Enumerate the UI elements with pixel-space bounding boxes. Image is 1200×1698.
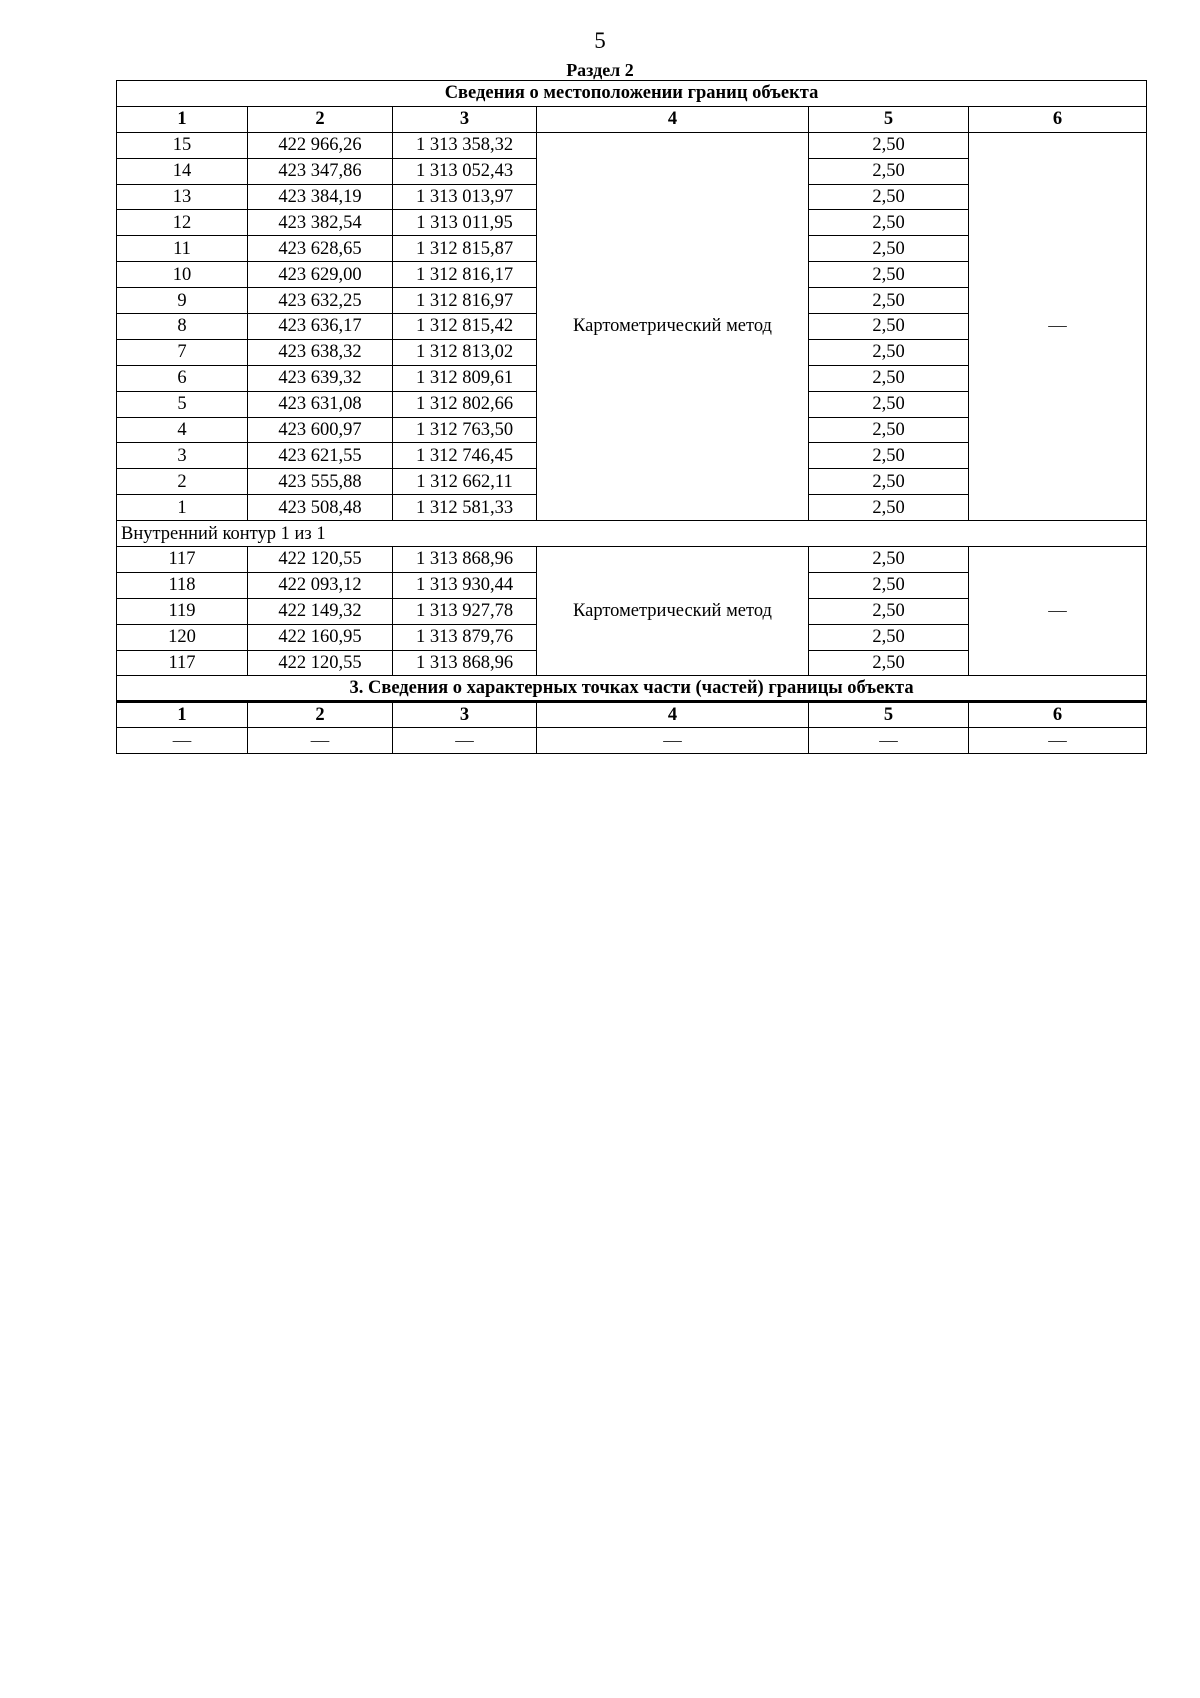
coord-y: 1 312 816,97 bbox=[393, 288, 537, 314]
point-number: 118 bbox=[117, 572, 248, 598]
point-number: 5 bbox=[117, 391, 248, 417]
header-cell: 4 bbox=[537, 106, 809, 132]
accuracy: 2,50 bbox=[809, 469, 969, 495]
parts-cell: — bbox=[117, 728, 248, 754]
parts-cell: — bbox=[969, 728, 1147, 754]
coord-x: 423 628,65 bbox=[248, 236, 393, 262]
header-cell: 3 bbox=[393, 106, 537, 132]
coord-y: 1 312 815,87 bbox=[393, 236, 537, 262]
accuracy: 2,50 bbox=[809, 236, 969, 262]
coord-x: 423 600,97 bbox=[248, 417, 393, 443]
accuracy: 2,50 bbox=[809, 184, 969, 210]
inner-col6-dash: — bbox=[969, 547, 1147, 676]
coord-x: 423 629,00 bbox=[248, 262, 393, 288]
point-number: 1 bbox=[117, 495, 248, 521]
header-cell: 6 bbox=[969, 106, 1147, 132]
point-number: 117 bbox=[117, 650, 248, 676]
coord-x: 422 093,12 bbox=[248, 572, 393, 598]
accuracy: 2,50 bbox=[809, 365, 969, 391]
accuracy: 2,50 bbox=[809, 132, 969, 158]
accuracy: 2,50 bbox=[809, 288, 969, 314]
coord-y: 1 313 927,78 bbox=[393, 598, 537, 624]
header-cell: 1 bbox=[117, 106, 248, 132]
point-number: 14 bbox=[117, 158, 248, 184]
accuracy: 2,50 bbox=[809, 339, 969, 365]
point-number: 13 bbox=[117, 184, 248, 210]
section-title: Раздел 2 bbox=[566, 60, 634, 80]
inner-contour-label: Внутренний контур 1 из 1 bbox=[117, 521, 1147, 547]
coord-x: 423 636,17 bbox=[248, 314, 393, 340]
parts-header-cell: 3 bbox=[393, 702, 537, 728]
coord-y: 1 312 763,50 bbox=[393, 417, 537, 443]
accuracy: 2,50 bbox=[809, 391, 969, 417]
boundary-table bbox=[116, 80, 1147, 754]
header-cell: 5 bbox=[809, 106, 969, 132]
inner-point-row bbox=[117, 547, 1147, 573]
coord-y: 1 313 868,96 bbox=[393, 547, 537, 573]
coord-x: 422 966,26 bbox=[248, 132, 393, 158]
coord-y: 1 313 013,97 bbox=[393, 184, 537, 210]
coord-y: 1 312 816,17 bbox=[393, 262, 537, 288]
header-row bbox=[117, 106, 1147, 132]
point-number: 120 bbox=[117, 624, 248, 650]
accuracy: 2,50 bbox=[809, 598, 969, 624]
parts-cell: — bbox=[393, 728, 537, 754]
coord-y: 1 313 879,76 bbox=[393, 624, 537, 650]
coord-y: 1 313 930,44 bbox=[393, 572, 537, 598]
accuracy: 2,50 bbox=[809, 158, 969, 184]
coord-x: 422 120,55 bbox=[248, 547, 393, 573]
point-number: 4 bbox=[117, 417, 248, 443]
parts-cell: — bbox=[248, 728, 393, 754]
accuracy: 2,50 bbox=[809, 624, 969, 650]
parts-header-cell: 2 bbox=[248, 702, 393, 728]
point-number: 117 bbox=[117, 547, 248, 573]
accuracy: 2,50 bbox=[809, 495, 969, 521]
accuracy: 2,50 bbox=[809, 210, 969, 236]
point-number: 2 bbox=[117, 469, 248, 495]
coord-y: 1 312 809,61 bbox=[393, 365, 537, 391]
parts-cell: — bbox=[537, 728, 809, 754]
page-number: 5 bbox=[594, 28, 606, 53]
coord-x: 423 382,54 bbox=[248, 210, 393, 236]
table-title: Сведения о местоположении границ объекта bbox=[117, 81, 1147, 107]
coord-x: 422 160,95 bbox=[248, 624, 393, 650]
header-cell: 2 bbox=[248, 106, 393, 132]
parts-cell: — bbox=[809, 728, 969, 754]
point-number: 6 bbox=[117, 365, 248, 391]
parts-title: 3. Сведения о характерных точках части (частей) границы объекта bbox=[117, 676, 1147, 702]
coord-y: 1 312 662,11 bbox=[393, 469, 537, 495]
coord-x: 422 120,55 bbox=[248, 650, 393, 676]
accuracy: 2,50 bbox=[809, 650, 969, 676]
point-number: 8 bbox=[117, 314, 248, 340]
coord-x: 422 149,32 bbox=[248, 598, 393, 624]
point-number: 11 bbox=[117, 236, 248, 262]
point-number: 10 bbox=[117, 262, 248, 288]
coord-y: 1 312 802,66 bbox=[393, 391, 537, 417]
point-number: 7 bbox=[117, 339, 248, 365]
accuracy: 2,50 bbox=[809, 262, 969, 288]
point-number: 9 bbox=[117, 288, 248, 314]
point-number: 119 bbox=[117, 598, 248, 624]
parts-header-cell: 5 bbox=[809, 702, 969, 728]
accuracy: 2,50 bbox=[809, 572, 969, 598]
accuracy: 2,50 bbox=[809, 547, 969, 573]
outer-point-row bbox=[117, 132, 1147, 158]
point-number: 12 bbox=[117, 210, 248, 236]
coord-y: 1 312 813,02 bbox=[393, 339, 537, 365]
parts-row bbox=[117, 728, 1147, 754]
accuracy: 2,50 bbox=[809, 417, 969, 443]
coord-y: 1 313 868,96 bbox=[393, 650, 537, 676]
coord-y: 1 313 358,32 bbox=[393, 132, 537, 158]
coord-x: 423 555,88 bbox=[248, 469, 393, 495]
parts-header-cell: 1 bbox=[117, 702, 248, 728]
coord-y: 1 313 011,95 bbox=[393, 210, 537, 236]
coord-x: 423 639,32 bbox=[248, 365, 393, 391]
coord-x: 423 631,08 bbox=[248, 391, 393, 417]
coord-y: 1 312 815,42 bbox=[393, 314, 537, 340]
coord-x: 423 621,55 bbox=[248, 443, 393, 469]
outer-col6-dash: — bbox=[969, 132, 1147, 520]
coord-x: 423 384,19 bbox=[248, 184, 393, 210]
coord-x: 423 508,48 bbox=[248, 495, 393, 521]
coord-y: 1 312 581,33 bbox=[393, 495, 537, 521]
parts-header-row bbox=[117, 702, 1147, 728]
coord-y: 1 312 746,45 bbox=[393, 443, 537, 469]
parts-header-cell: 6 bbox=[969, 702, 1147, 728]
accuracy: 2,50 bbox=[809, 443, 969, 469]
coord-x: 423 347,86 bbox=[248, 158, 393, 184]
coord-x: 423 638,32 bbox=[248, 339, 393, 365]
point-number: 3 bbox=[117, 443, 248, 469]
point-number: 15 bbox=[117, 132, 248, 158]
coord-x: 423 632,25 bbox=[248, 288, 393, 314]
accuracy: 2,50 bbox=[809, 314, 969, 340]
inner-method: Картометрический метод bbox=[537, 547, 809, 676]
outer-method: Картометрический метод bbox=[537, 132, 809, 520]
parts-header-cell: 4 bbox=[537, 702, 809, 728]
coord-y: 1 313 052,43 bbox=[393, 158, 537, 184]
